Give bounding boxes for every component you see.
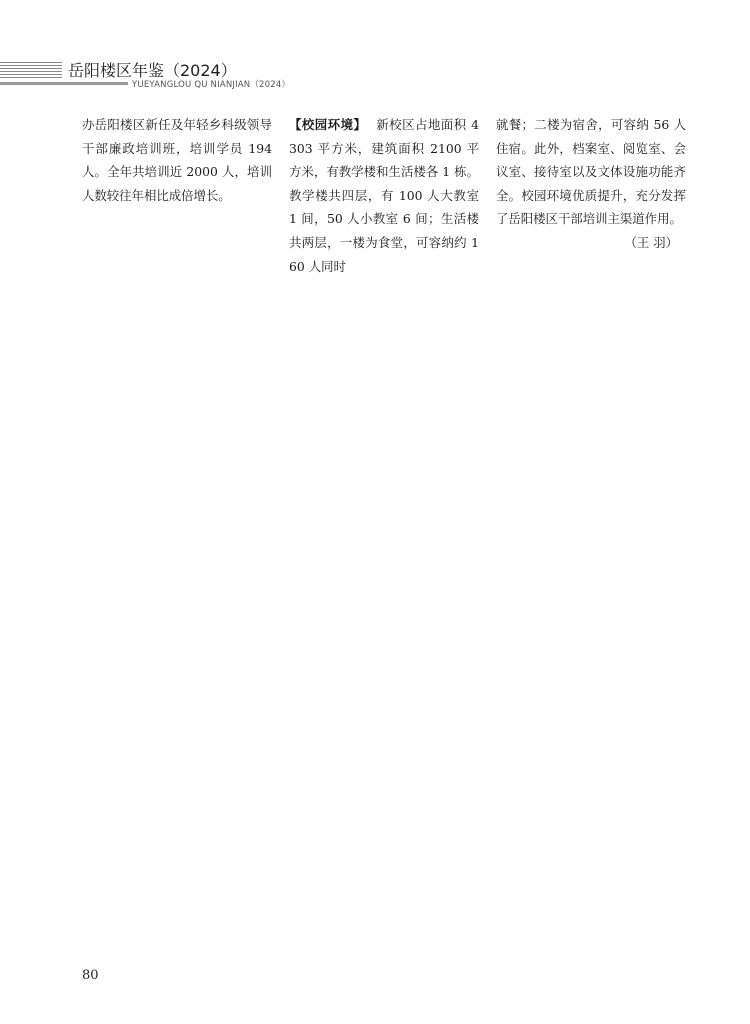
text-column-2 xyxy=(289,113,479,278)
header-title: 岳阳楼区年鉴（2024） xyxy=(68,61,237,80)
text-column-3 xyxy=(496,113,686,255)
paragraph-campus xyxy=(289,113,479,278)
header-decoration-stripes xyxy=(0,62,62,84)
paragraph-campus-continued: 就餐；二楼为宿舍，可容纳 56 人住宿。此外，档案室、阅览室、会议室、接待室以及文体设施功能齐全。校园环境优质提升，充分发挥了岳阳楼区干部培训主渠道作用。 xyxy=(496,117,686,227)
header-rule xyxy=(0,82,128,85)
paragraph-campus-body: 新校区占地面积 4303 平方米，建筑面积 2100 平方米，有教学楼和生活楼各 1 栋。教学楼共四层，有 100 人大教室 1 间，50 人小教室 6 间；生活楼共两层，一楼为食堂，可容纳约 160 人同时 xyxy=(289,117,480,274)
paragraph-training: 办岳阳楼区新任及年轻乡科级领导干部廉政培训班，培训学员 194 人。全年共培训近 2000 人，培训人数较往年相比成倍增长。 xyxy=(82,117,272,203)
author-credit: （王 羽） xyxy=(624,234,678,250)
header-subtitle: YUEYANGLOU QU NIANJIAN（2024） xyxy=(132,80,291,90)
section-keyword: 【校园环境】 xyxy=(289,117,367,132)
running-header xyxy=(0,56,750,92)
page-number: 80 xyxy=(82,968,99,983)
text-column-1 xyxy=(82,113,272,207)
